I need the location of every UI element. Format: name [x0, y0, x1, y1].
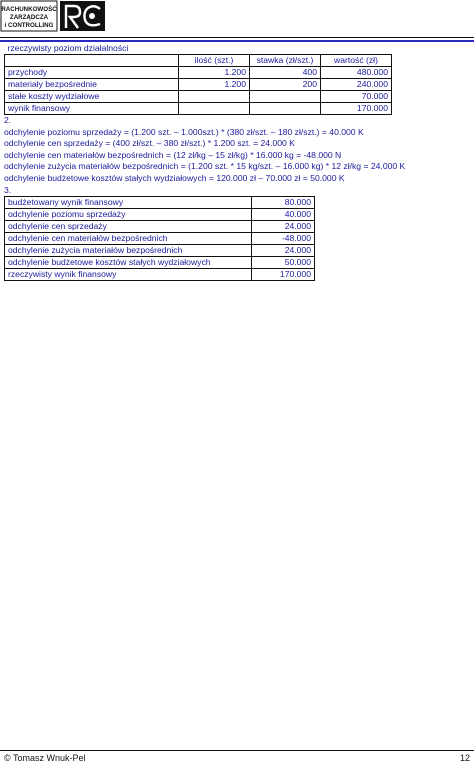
row-label: materiały bezpośrednie	[5, 79, 179, 91]
row-label: odchylenie budżetowe kosztów stałych wydziałowych	[5, 257, 252, 269]
row-value: 50.000	[252, 257, 315, 269]
table-row	[5, 197, 315, 209]
row-qty	[179, 91, 250, 103]
row-value: 70.000	[321, 91, 392, 103]
table-row	[5, 67, 392, 79]
row-qty	[179, 103, 250, 115]
header-divider	[0, 37, 474, 38]
row-label: stałe koszty wydziałowe	[5, 91, 179, 103]
table-row	[5, 257, 315, 269]
page-number: 12	[459, 753, 470, 763]
table-row	[5, 91, 392, 103]
section-number-2: 2.	[4, 115, 12, 125]
header-cell-empty	[5, 55, 179, 67]
table-row	[5, 103, 392, 115]
row-qty: 1.200	[179, 79, 250, 91]
variance-line: odchylenie cen sprzedaży = (400 zł/szt. – 380 zł/szt.) * 1.200 szt. = 24.000 K	[4, 138, 295, 149]
footer-author: © Tomasz Wnuk-Pel	[4, 753, 86, 763]
row-value: 40.000	[252, 209, 315, 221]
row-value: 170.000	[321, 103, 392, 115]
variance-line: odchylenie budżetowe kosztów stałych wydziałowych = 120.000 zł – 70.000 zł = 50.000 K	[4, 172, 345, 183]
footer-divider	[0, 750, 474, 751]
row-label: rzeczywisty wynik finansowy	[5, 269, 252, 281]
section-number-3: 3.	[4, 184, 12, 195]
row-rate	[250, 91, 321, 103]
svg-text:i CONTROLLING: i CONTROLLING	[4, 22, 54, 29]
actual-activity-table	[4, 43, 392, 115]
row-rate: 200	[250, 79, 321, 91]
variance-line: odchylenie cen materiałów bezpośrednich = (12 zł/kg – 15 zł/kg) * 16.000 kg = -48.000 N	[4, 149, 342, 160]
row-label: odchylenie cen materiałów bezpośrednich	[5, 233, 252, 245]
row-value: 24.000	[252, 221, 315, 233]
row-value: 170.000	[252, 269, 315, 281]
variance-line: odchylenie zużycia materiałów bezpośrednich = (1.200 szt. * 15 kg/szt. – 16.000 kg) * 12 zł/kg = 24.000 K	[4, 161, 406, 172]
table-row	[5, 245, 315, 257]
table-row	[5, 269, 315, 281]
page-content	[4, 43, 470, 281]
row-value: 240.000	[321, 79, 392, 91]
row-label: odchylenie poziomu sprzedaży	[5, 209, 252, 221]
header-value: wartość (zł)	[321, 55, 392, 67]
row-label: wynik finansowy	[5, 103, 179, 115]
table-row	[5, 79, 392, 91]
rachunkowosc-zarzadcza-logo	[0, 0, 106, 32]
table-row	[5, 209, 315, 221]
row-value: 24.000	[252, 245, 315, 257]
table-title: rzeczywisty poziom działalności	[5, 43, 392, 55]
row-value: 80.000	[252, 197, 315, 209]
header-rate: stawka (zł/szt.)	[250, 55, 321, 67]
table-row	[5, 233, 315, 245]
svg-text:RACHUNKOWOŚĆ: RACHUNKOWOŚĆ	[1, 6, 57, 13]
row-label: budżetowany wynik finansowy	[5, 197, 252, 209]
row-rate: 400	[250, 67, 321, 79]
row-qty: 1.200	[179, 67, 250, 79]
header-accent-bar	[0, 40, 474, 42]
row-label: odchylenie zużycia materiałów bezpośrednich	[5, 245, 252, 257]
svg-text:ZARZĄDCZA: ZARZĄDCZA	[9, 14, 49, 21]
reconciliation-table	[4, 196, 315, 281]
header-qty: ilość (szt.)	[179, 55, 250, 67]
variance-line: odchylenie poziomu sprzedaży = (1.200 szt. – 1.000szt.) * (380 zł/szt. – 180 zł/szt.) = 40.000 K	[4, 126, 364, 137]
row-value: -48.000	[252, 233, 315, 245]
row-rate	[250, 103, 321, 115]
table-row	[5, 221, 315, 233]
row-label: przychody	[5, 67, 179, 79]
row-value: 480.000	[321, 67, 392, 79]
row-label: odchylenie cen sprzedaży	[5, 221, 252, 233]
